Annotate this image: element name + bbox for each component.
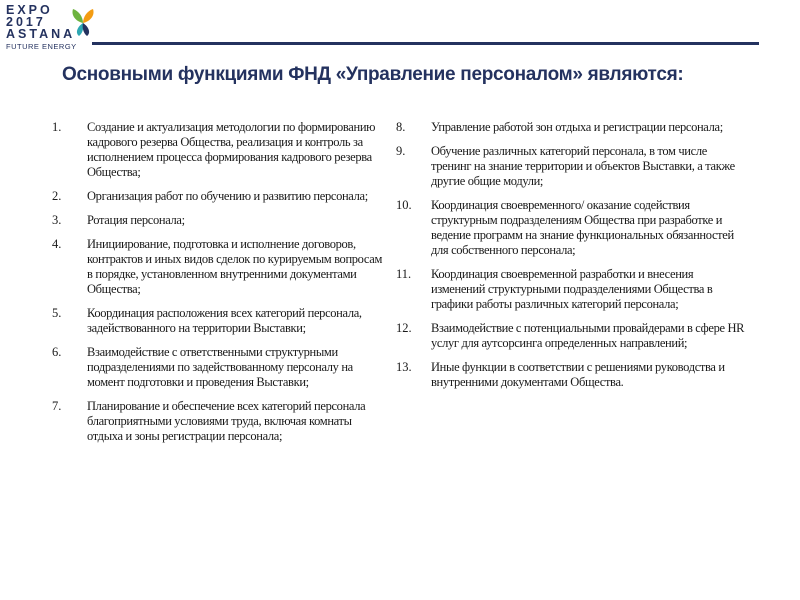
item-text: Обучение различных категорий персонала, в том числе тренинг на знание территории и объектов Выставки, а также другие общие модули; — [431, 144, 735, 188]
logo-year: 2017 — [6, 15, 46, 29]
item-number: 12. — [396, 321, 412, 335]
list-item — [396, 360, 746, 390]
item-number: 10. — [396, 198, 412, 212]
item-text: Иные функции в соответствии с решениями руководства и внутренними документами Общества. — [431, 360, 725, 389]
list-item — [52, 399, 388, 444]
item-number: 1. — [52, 120, 62, 134]
flower-emblem-icon — [69, 7, 97, 37]
item-text: Создание и актуализация методологии по формированию кадрового резерва Общества, реализация и контроль за исполнением процесса формирования кадрового резерва Общества; — [87, 120, 376, 179]
page-title: Основными функциями ФНД «Управление персоналом» являются: — [62, 64, 684, 85]
list-item — [396, 144, 746, 189]
item-number: 8. — [396, 120, 406, 134]
list-item — [396, 267, 746, 312]
item-number: 5. — [52, 306, 62, 320]
list-item — [52, 189, 388, 204]
item-number: 2. — [52, 189, 62, 203]
logo-city: ASTANA — [6, 27, 76, 41]
functions-list-right — [396, 120, 746, 399]
item-text: Взаимодействие с потенциальными провайдерами в сфере HR услуг для аутсорсинга определенных направлений; — [431, 321, 745, 350]
functions-list-left — [52, 120, 388, 453]
list-item — [396, 321, 746, 351]
list-item — [52, 120, 388, 180]
list-item — [52, 306, 388, 336]
list-item — [396, 120, 746, 135]
item-text: Организация работ по обучению и развитию персонала; — [87, 189, 368, 203]
item-text: Инициирование, подготовка и исполнение договоров, контрактов и иных видов сделок по курируемым вопросам в порядке, установленном внутренними документами Общества; — [87, 237, 383, 296]
item-number: 4. — [52, 237, 62, 251]
item-number: 3. — [52, 213, 62, 227]
item-text: Управление работой зон отдыха и регистрации персонала; — [431, 120, 723, 134]
item-text: Координация своевременного/ оказание содействия структурным подразделениям Общества при разработке и ведение программ на знание функциональных обязанностей для собственного персонала; — [431, 198, 734, 257]
item-number: 7. — [52, 399, 62, 413]
expo-2017-logo — [6, 4, 96, 56]
item-text: Координация расположения всех категорий персонала, задействованного на территории Выставки; — [87, 306, 362, 335]
list-item — [52, 237, 388, 297]
header-divider — [92, 42, 759, 45]
logo-wordmark — [6, 4, 77, 53]
item-text: Ротация персонала; — [87, 213, 185, 227]
list-item — [396, 198, 746, 258]
item-text: Планирование и обеспечение всех категорий персонала благоприятными условиями труда, включая комнаты отдыха и зоны регистрации персонала; — [87, 399, 366, 443]
item-number: 9. — [396, 144, 406, 158]
item-text: Взаимодействие с ответственными структурными подразделениями по задействованному персоналу на момент подготовки и проведения Выставки; — [87, 345, 353, 389]
item-text: Координация своевременной разработки и внесения изменений структурными подразделениями Общества в графики работы различных категорий персонала; — [431, 267, 713, 311]
item-number: 13. — [396, 360, 412, 374]
logo-expo: EXPO — [6, 3, 53, 17]
list-item — [52, 345, 388, 390]
item-number: 6. — [52, 345, 62, 359]
list-item — [52, 213, 388, 228]
item-number: 11. — [396, 267, 412, 281]
logo-tagline: FUTURE ENERGY — [6, 42, 77, 51]
